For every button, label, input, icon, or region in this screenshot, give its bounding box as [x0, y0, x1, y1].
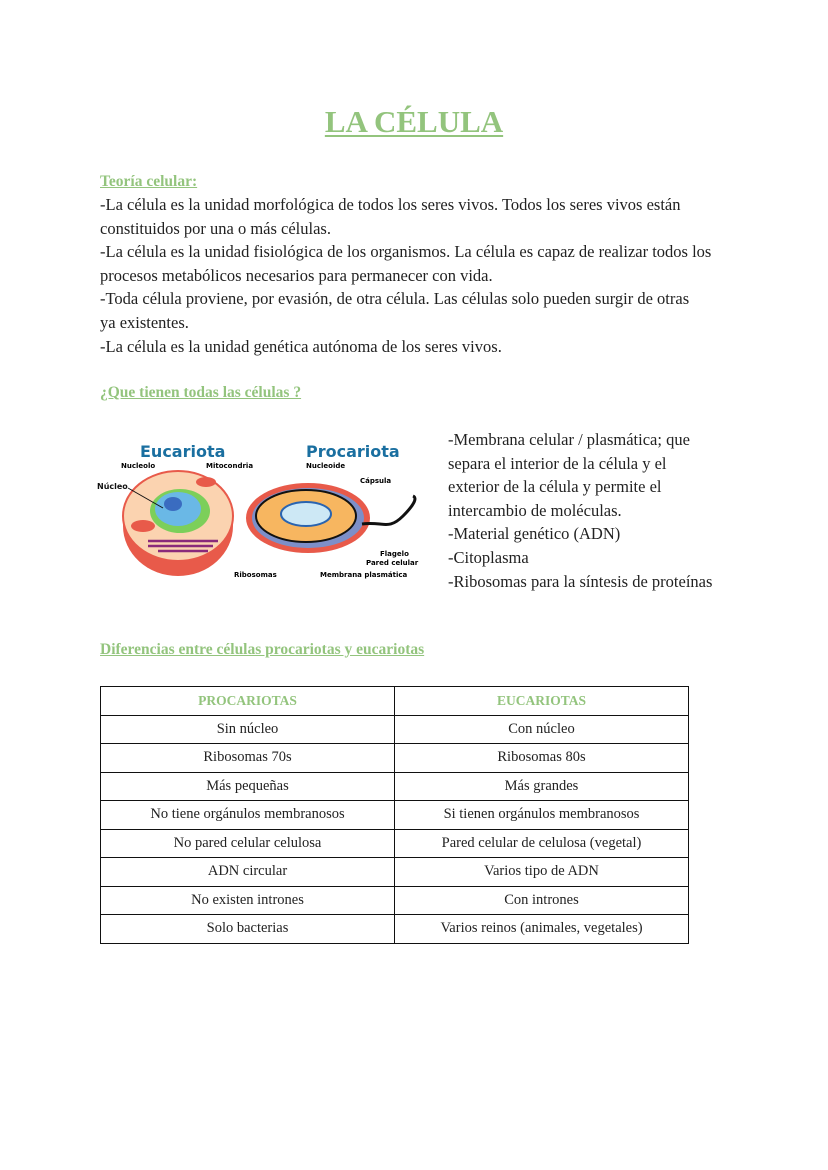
cell-eucariota: Con intrones: [395, 886, 689, 915]
cell-eucariota: Pared celular de celulosa (vegetal): [395, 829, 689, 858]
ribosomas-label: Ribosomas: [234, 571, 277, 579]
eukaryote-cell-icon: [123, 471, 233, 576]
diferencias-heading: Diferencias entre células procariotas y eucariotas: [100, 641, 425, 658]
nucleoide-label: Nucleoide: [306, 462, 346, 470]
comunes-heading: ¿Que tienen todas las células ?: [100, 384, 302, 401]
pared-label: Pared celular: [366, 559, 419, 567]
table-row: [101, 715, 689, 744]
header-procariotas: PROCARIOTAS: [101, 687, 395, 716]
text-line: -Toda célula proviene, por evasión, de otra célula. Las células solo pueden surgir de otras: [100, 289, 690, 309]
cell-procariota: Ribosomas 70s: [101, 744, 395, 773]
text-line: -La célula es la unidad genética autónoma de los seres vivos.: [100, 336, 502, 356]
cell-eucariota: Ribosomas 80s: [395, 744, 689, 773]
table-row: [101, 801, 689, 830]
cell-eucariota: Varios tipo de ADN: [395, 858, 689, 887]
comparison-table: [100, 686, 689, 944]
table-row: [101, 744, 689, 773]
text-line: procesos metabólicos necesarios para permanecer con vida.: [100, 265, 493, 285]
cell-procariota: No tiene orgánulos membranosos: [101, 801, 395, 830]
comunes-text: [448, 428, 712, 593]
text-line: separa el interior de la célula y el: [448, 453, 667, 473]
text-line: -La célula es la unidad morfológica de todos los seres vivos. Todos los seres vivos están: [100, 195, 681, 214]
table-row: [101, 915, 689, 944]
text-line: -Ribosomas para la síntesis de proteínas: [448, 571, 713, 591]
text-line: -Membrana celular / plasmática; que: [448, 430, 690, 449]
text-line: intercambio de moléculas.: [448, 500, 622, 520]
mitocondria-label: Mitocondria: [206, 462, 254, 470]
text-line: -La célula es la unidad fisiológica de los organismos. La célula es capaz de realizar todos los: [100, 242, 712, 262]
cell-procariota: No existen intrones: [101, 886, 395, 915]
cell-eucariota: Más grandes: [395, 772, 689, 801]
text-line: constituidos por una o más células.: [100, 218, 331, 238]
table-row: [101, 772, 689, 801]
membrana-label: Membrana plasmática: [320, 571, 408, 579]
table-header-row: [101, 687, 689, 716]
prokaryote-cell-icon: [246, 483, 415, 553]
cell-procariota: Más pequeñas: [101, 772, 395, 801]
cell-procariota: No pared celular celulosa: [101, 829, 395, 858]
cell-diagram: [96, 436, 428, 586]
cell-eucariota: Si tienen orgánulos membranosos: [395, 801, 689, 830]
header-eucariotas: EUCARIOTAS: [395, 687, 689, 716]
cell-procariota: ADN circular: [101, 858, 395, 887]
procariota-label: Procariota: [306, 442, 400, 461]
text-line: -Material genético (ADN): [448, 524, 621, 544]
text-line: exterior de la célula y permite el: [448, 477, 662, 497]
cell-procariota: Solo bacterias: [101, 915, 395, 944]
cell-eucariota: Con núcleo: [395, 715, 689, 744]
teoria-heading: Teoría celular:: [100, 173, 198, 190]
table-row: [101, 886, 689, 915]
text-line: ya existentes.: [100, 312, 189, 332]
table-row: [101, 829, 689, 858]
capsula-label: Cápsula: [360, 477, 392, 485]
table-row: [101, 858, 689, 887]
cell-procariota: Sin núcleo: [101, 715, 395, 744]
nucleolo-label: Nucleolo: [121, 462, 156, 470]
cell-eucariota: Varios reinos (animales, vegetales): [395, 915, 689, 944]
flagelo-label: Flagelo: [380, 550, 409, 558]
teoria-text: [100, 193, 711, 358]
page-title: LA CÉLULA: [324, 104, 504, 139]
text-line: -Citoplasma: [448, 547, 529, 567]
eucariota-label: Eucariota: [140, 442, 226, 461]
nucleo-label: Núcleo: [97, 482, 128, 491]
